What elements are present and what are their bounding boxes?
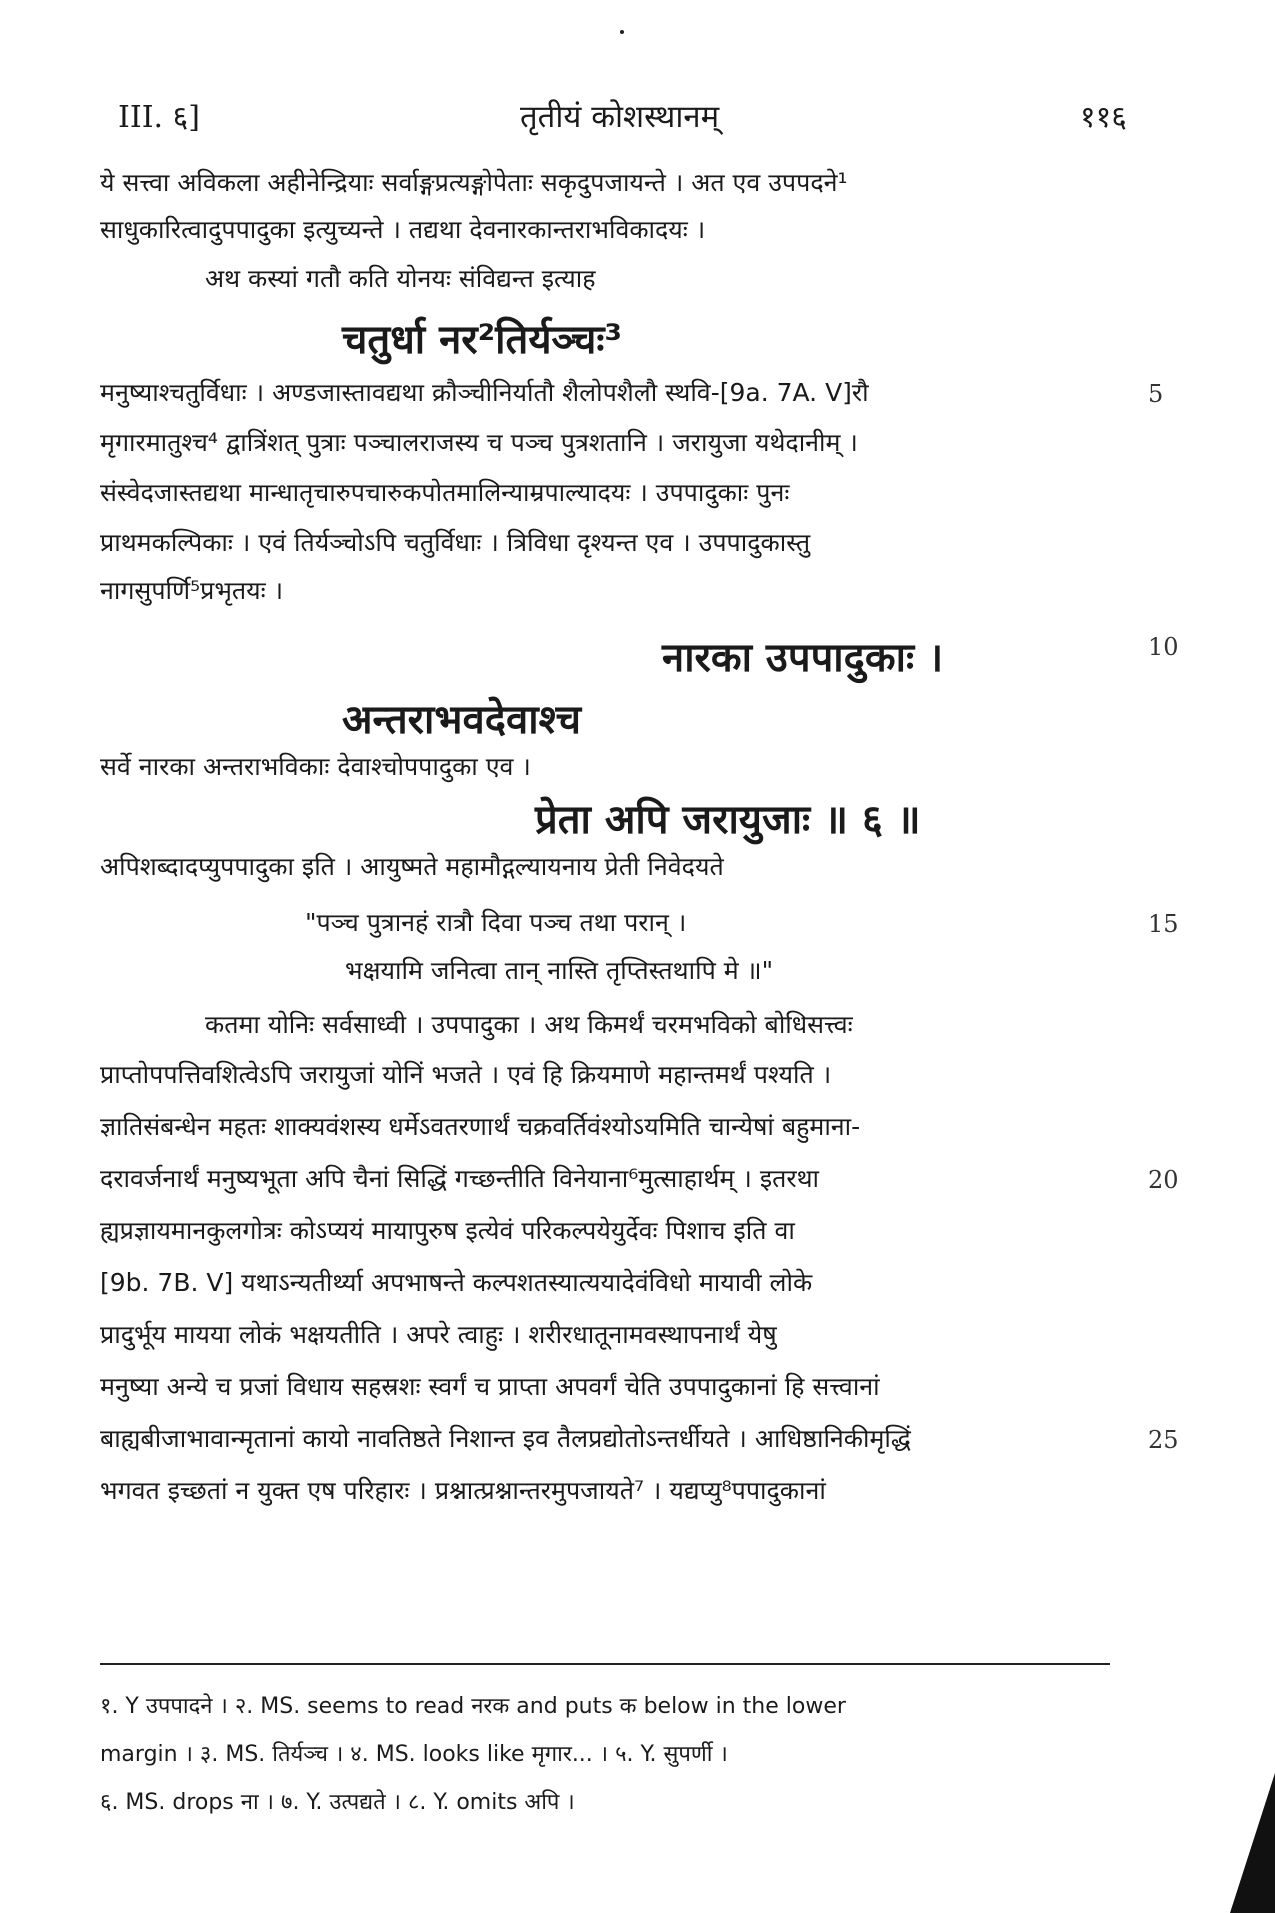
text-line: भगवत इच्छतां न युक्त एष परिहारः । प्रश्नात्प्रश्नान्तरमुपजायते⁷ । यद्यप्यु⁸पपादुकानां <box>100 1476 826 1505</box>
text-line: प्राप्तोपपत्तिवशित्वेऽपि जरायुजां योनिं भजते । एवं हि क्रियमाणे महान्तमर्थं पश्यति । <box>100 1060 832 1089</box>
text-line: कतमा योनिः सर्वसाध्वी । उपपादुका । अथ किमर्थं चरमभविको बोधिसत्त्वः <box>205 1010 853 1039</box>
line-number: 15 <box>1148 910 1179 938</box>
footnote-rule <box>100 1663 1110 1665</box>
text-line: मनुष्याश्चतुर्विधाः । अण्डजास्तावद्यथा क्रौञ्चीनिर्यातौ शैलोपशैलौ स्थवि-[9a. 7A. V]रौ <box>100 378 869 407</box>
chapter-ref: III. ६] <box>118 100 200 135</box>
text-line: बाह्यबीजाभावान्मृतानां कायो नावतिष्ठते निशान्त इव तैलप्रद्योतोऽन्तर्धीयते । आधिष्ठानिकीमृद्धिं <box>100 1424 911 1453</box>
scan-edge-shadow <box>1230 1773 1275 1913</box>
text-line: ह्यप्रज्ञायमानकुलगोत्रः कोऽप्ययं मायापुरुष इत्येवं परिकल्पयेयुर्देवः पिशाच इति वा <box>100 1216 795 1245</box>
text-line: संस्वेदजास्तद्यथा मान्धातृचारुपचारुकपोतमालिन्याम्रपाल्यादयः । उपपादुकाः पुनः <box>100 478 790 507</box>
line-number: 25 <box>1148 1426 1179 1454</box>
text-line: प्राथमकल्पिकाः । एवं तिर्यञ्चोऽपि चतुर्विधाः । त्रिविधा दृश्यन्त एव । उपपादुकास्तु <box>100 528 811 557</box>
text-line: मनुष्या अन्ये च प्रजां विधाय सहस्रशः स्वर्गं च प्राप्ता अपवर्गं चेति उपपादुकानां हि सत्त्वानां <box>100 1372 880 1401</box>
text-line: दरावर्जनार्थं मनुष्यभूता अपि चैनां सिद्धिं गच्छन्तीति विनेयाना⁶मुत्साहार्थम् । इतरथा <box>100 1164 820 1193</box>
running-title: तृतीयं कोशस्थानम् <box>520 99 720 135</box>
verse-heading: अन्तराभवदेवाश्च <box>342 697 581 743</box>
text-line: प्रादुर्भूय मायया लोकं भक्षयतीति । अपरे त्वाहुः । शरीरधातूनामवस्थापनार्थं येषु <box>100 1320 777 1349</box>
text-line: ये सत्त्वा अविकला अहीनेन्द्रियाः सर्वाङ्गप्रत्यङ्गोपेताः सकृदुपजायन्ते । अत एव उपपदने¹ <box>100 168 848 197</box>
line-number: 20 <box>1148 1166 1179 1194</box>
text-line: सर्वे नारका अन्तराभविकाः देवाश्चोपपादुका एव । <box>100 752 531 781</box>
speck <box>620 30 624 34</box>
verse-line: भक्षयामि जनित्वा तान् नास्ति तृप्तिस्तथापि मे ॥" <box>345 956 774 985</box>
verse-heading: नारका उपपादुकाः । <box>662 635 944 681</box>
footnote-line: margin । ३. MS. तिर्यञ्च । ४. MS. looks like मृगार... । ५. Y. सुपर्णी । <box>100 1742 728 1767</box>
verse-heading: प्रेता अपि जरायुजाः ॥ ६ ॥ <box>535 797 921 843</box>
text-line: [9b. 7B. V] यथाऽन्यतीर्थ्या अपभाषन्ते कल्पशतस्यात्ययादेवंविधो मायावी लोके <box>100 1268 813 1297</box>
line-number: 10 <box>1148 633 1179 661</box>
verse-heading: चतुर्धा नर²तिर्यञ्चः³ <box>342 317 623 363</box>
text-line: नागसुपर्णि⁵प्रभृतयः । <box>100 576 284 605</box>
text-line: मृगारमातुश्च⁴ द्वात्रिंशत् पुत्राः पञ्चालराजस्य च पञ्च पुत्रशतानि । जरायुजा यथेदानीम् । <box>100 428 858 457</box>
verse-line: "पञ्च पुत्रानहं रात्रौ दिवा पञ्च तथा परान् । <box>305 908 687 937</box>
footnote-line: ६. MS. drops ना । ७. Y. उत्पद्यते । ८. Y. omits अपि । <box>100 1790 575 1815</box>
text-line: अपिशब्दादप्युपपादुका इति । आयुष्मते महामौद्गल्यायनाय प्रेती निवेदयते <box>100 852 724 881</box>
text-line: साधुकारित्वादुपपादुका इत्युच्यन्ते । तद्यथा देवनारकान्तराभविकादयः । <box>100 215 706 244</box>
footnote-line: १. Y उपपादने । २. MS. seems to read नरक and puts क below in the lower <box>100 1694 846 1719</box>
text-line: ज्ञातिसंबन्धेन महतः शाक्यवंशस्य धर्मेऽवतरणार्थं चक्रवर्तिवंश्योऽयमिति चान्येषां बहुमाना- <box>100 1112 861 1141</box>
line-number: 5 <box>1148 380 1164 408</box>
page-number: ११६ <box>1080 100 1127 135</box>
text-line: अथ कस्यां गतौ कति योनयः संविद्यन्त इत्याह <box>205 264 596 293</box>
